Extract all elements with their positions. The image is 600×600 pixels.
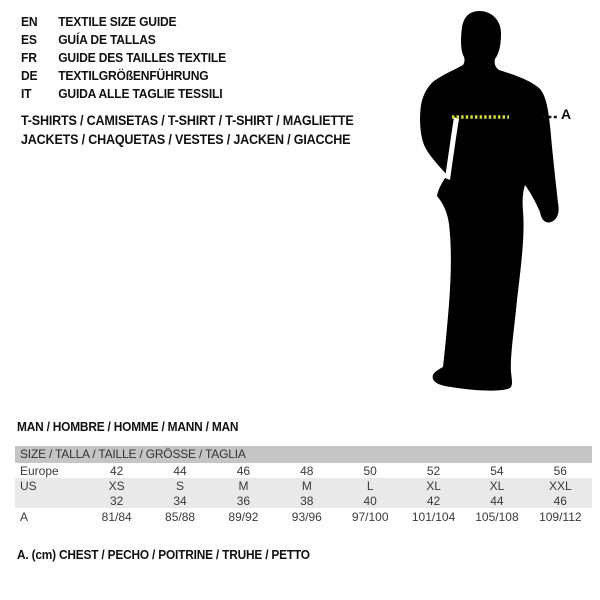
language-title: GUIDE DES TAILLES TEXTILE	[58, 50, 226, 65]
language-code: ES	[21, 32, 37, 47]
row-label: A	[20, 509, 29, 524]
language-title: TEXTILE SIZE GUIDE	[58, 14, 177, 29]
table-cell: 85/88	[165, 509, 196, 524]
table-cell: 38	[300, 493, 314, 508]
table-cell: 54	[490, 463, 504, 478]
measurement-a-label: A	[561, 106, 572, 122]
table-cell: 109/112	[539, 509, 582, 524]
table-cell: 89/92	[228, 509, 259, 524]
table-cell: 105/108	[475, 509, 519, 524]
table-cell: 44	[173, 463, 187, 478]
size-table-header: SIZE / TALLA / TAILLE / GRÖSSE / TAGLIA	[15, 446, 592, 463]
table-cell: L	[366, 478, 374, 493]
section-title-man: MAN / HOMBRE / HOMME / MANN / MAN	[17, 420, 239, 434]
table-cell: 40	[363, 493, 377, 508]
table-row-uk	[15, 493, 592, 508]
table-cell: 101/104	[411, 509, 456, 524]
table-cell: 50	[363, 463, 377, 478]
language-title: TEXTILGRÖßENFÜHRUNG	[58, 68, 209, 83]
table-cell: 97/100	[351, 509, 389, 524]
table-cell: XL	[426, 478, 441, 493]
table-row-a-chest	[15, 508, 592, 525]
language-title: GUÍA DE TALLAS	[58, 32, 156, 47]
table-cell: 52	[426, 463, 441, 478]
table-row-europe	[15, 463, 592, 478]
row-label: US	[20, 478, 37, 493]
man-silhouette	[420, 11, 559, 391]
language-code: IT	[21, 86, 32, 101]
language-code: DE	[21, 68, 38, 83]
size-table	[15, 446, 592, 525]
table-cell: 93/96	[291, 509, 322, 524]
table-cell: 42	[426, 493, 441, 508]
table-cell: 56	[553, 463, 567, 478]
table-cell: 81/84	[101, 509, 132, 524]
table-cell: 46	[236, 463, 251, 478]
language-title: GUIDA ALLE TAGLIE TESSILI	[58, 86, 223, 101]
table-cell: 48	[300, 463, 314, 478]
category-line-jackets: JACKETS / CHAQUETAS / VESTES / JACKEN / GIACCHE	[21, 132, 351, 147]
language-code: FR	[21, 50, 37, 65]
table-cell: XS	[108, 478, 125, 493]
table-cell: 32	[110, 493, 124, 508]
table-cell: XL	[489, 478, 505, 493]
table-cell: XXL	[548, 478, 572, 493]
table-cell: 34	[173, 493, 187, 508]
table-cell: M	[238, 478, 249, 493]
language-code: EN	[21, 14, 38, 29]
table-cell: 36	[236, 493, 251, 508]
category-line-tshirts: T-SHIRTS / CAMISETAS / T-SHIRT / T-SHIRT / MAGLIETTE	[21, 113, 354, 128]
table-cell: 42	[110, 463, 124, 478]
table-cell: 44	[490, 493, 504, 508]
table-cell: S	[176, 478, 185, 493]
table-cell: M	[301, 478, 312, 493]
table-cell: 46	[553, 493, 567, 508]
row-label: Europe	[20, 463, 59, 478]
table-row-us	[15, 478, 592, 493]
measurement-footnote: A. (cm) CHEST / PECHO / POITRINE / TRUHE / PETTO	[17, 548, 310, 562]
